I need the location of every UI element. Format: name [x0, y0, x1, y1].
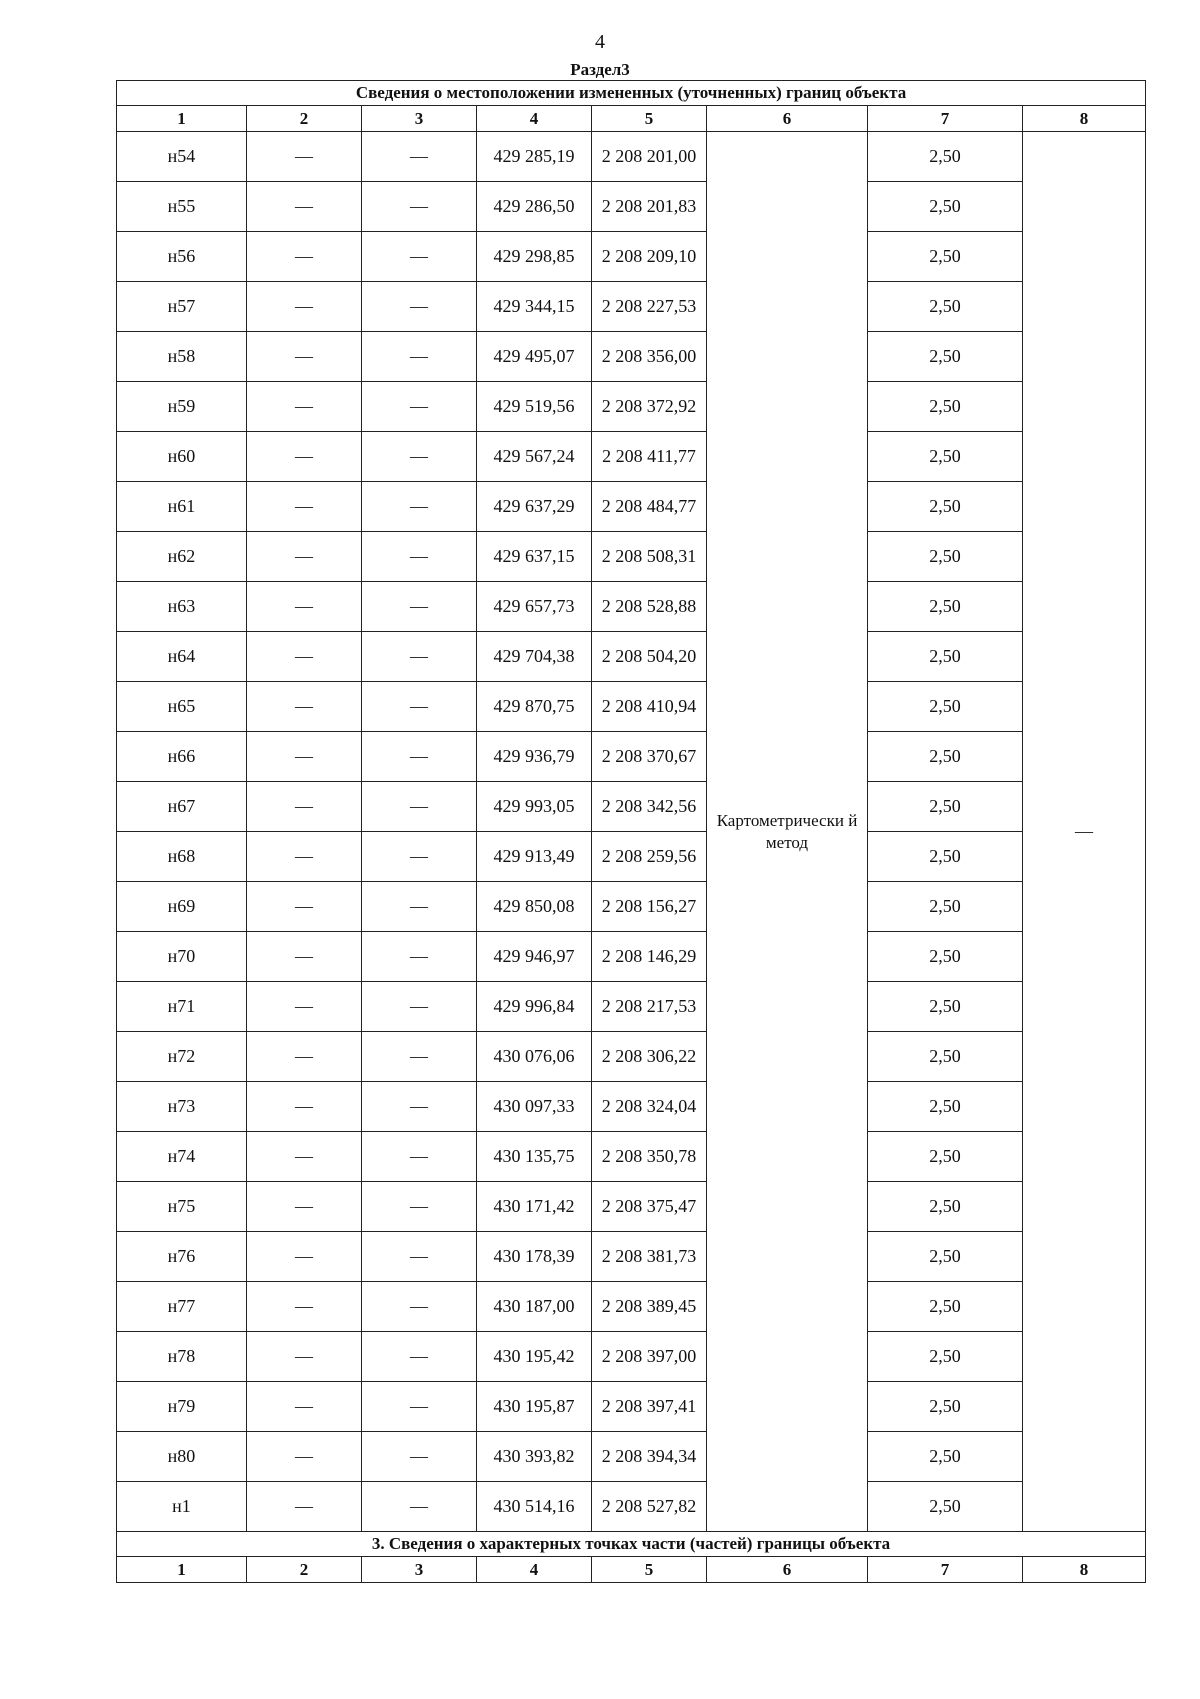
x-coordinate-cell: 430 178,39 [477, 1232, 592, 1282]
x-coordinate-cell: 430 514,16 [477, 1482, 592, 1532]
table-row [117, 1332, 1146, 1382]
point-name-cell: н76 [117, 1232, 247, 1282]
accuracy-cell: 2,50 [868, 982, 1023, 1032]
col2-dash-cell: — [247, 1032, 362, 1082]
x-coordinate-cell: 430 171,42 [477, 1182, 592, 1232]
point-name-cell: н71 [117, 982, 247, 1032]
col3-dash-cell: — [362, 232, 477, 282]
col3-dash-cell: — [362, 132, 477, 182]
table-row [117, 832, 1146, 882]
x-coordinate-cell: 429 285,19 [477, 132, 592, 182]
point-name-cell: н61 [117, 482, 247, 532]
accuracy-cell: 2,50 [868, 332, 1023, 382]
accuracy-cell: 2,50 [868, 732, 1023, 782]
point-name-cell: н69 [117, 882, 247, 932]
accuracy-cell: 2,50 [868, 1282, 1023, 1332]
table-row [117, 782, 1146, 832]
column-number: 2 [247, 106, 362, 132]
x-coordinate-cell: 429 637,15 [477, 532, 592, 582]
x-coordinate-cell: 430 393,82 [477, 1432, 592, 1482]
accuracy-cell: 2,50 [868, 632, 1023, 682]
x-coordinate-cell: 429 567,24 [477, 432, 592, 482]
y-coordinate-cell: 2 208 381,73 [592, 1232, 707, 1282]
y-coordinate-cell: 2 208 528,88 [592, 582, 707, 632]
col2-dash-cell: — [247, 582, 362, 632]
col2-dash-cell: — [247, 1132, 362, 1182]
accuracy-cell: 2,50 [868, 832, 1023, 882]
accuracy-cell: 2,50 [868, 1482, 1023, 1532]
column-number: 8 [1023, 106, 1146, 132]
col2-dash-cell: — [247, 432, 362, 482]
x-coordinate-cell: 429 344,15 [477, 282, 592, 332]
y-coordinate-cell: 2 208 397,41 [592, 1382, 707, 1432]
table-row [117, 132, 1146, 182]
col3-dash-cell: — [362, 1332, 477, 1382]
y-coordinate-cell: 2 208 370,67 [592, 732, 707, 782]
table-row [117, 1282, 1146, 1332]
table-row [117, 1132, 1146, 1182]
col3-dash-cell: — [362, 482, 477, 532]
col2-dash-cell: — [247, 1082, 362, 1132]
table-row [117, 1182, 1146, 1232]
column-number-row [117, 106, 1146, 132]
table-row [117, 1432, 1146, 1482]
col2-dash-cell: — [247, 782, 362, 832]
col3-dash-cell: — [362, 1032, 477, 1082]
col3-dash-cell: — [362, 332, 477, 382]
page-number: 4 [595, 31, 605, 53]
point-name-cell: н80 [117, 1432, 247, 1482]
x-coordinate-cell: 429 298,85 [477, 232, 592, 282]
footer-column-number-row [117, 1557, 1146, 1583]
accuracy-cell: 2,50 [868, 1432, 1023, 1482]
accuracy-cell: 2,50 [868, 782, 1023, 832]
col2-dash-cell: — [247, 682, 362, 732]
footer-column-number: 3 [362, 1557, 477, 1583]
x-coordinate-cell: 430 135,75 [477, 1132, 592, 1182]
x-coordinate-cell: 429 704,38 [477, 632, 592, 682]
col2-dash-cell: — [247, 832, 362, 882]
point-name-cell: н74 [117, 1132, 247, 1182]
accuracy-cell: 2,50 [868, 432, 1023, 482]
y-coordinate-cell: 2 208 508,31 [592, 532, 707, 582]
accuracy-cell: 2,50 [868, 682, 1023, 732]
point-name-cell: н59 [117, 382, 247, 432]
y-coordinate-cell: 2 208 394,34 [592, 1432, 707, 1482]
x-coordinate-cell: 429 870,75 [477, 682, 592, 732]
col3-dash-cell: — [362, 282, 477, 332]
footer-caption: 3. Сведения о характерных точках части (частей) границы объекта [117, 1532, 1146, 1557]
col2-dash-cell: — [247, 1282, 362, 1332]
col2-dash-cell: — [247, 282, 362, 332]
col3-dash-cell: — [362, 782, 477, 832]
accuracy-cell: 2,50 [868, 482, 1023, 532]
point-name-cell: н56 [117, 232, 247, 282]
col3-dash-cell: — [362, 632, 477, 682]
accuracy-cell: 2,50 [868, 1182, 1023, 1232]
point-name-cell: н62 [117, 532, 247, 582]
x-coordinate-cell: 429 495,07 [477, 332, 592, 382]
point-name-cell: н64 [117, 632, 247, 682]
accuracy-cell: 2,50 [868, 132, 1023, 182]
point-name-cell: н65 [117, 682, 247, 732]
col3-dash-cell: — [362, 432, 477, 482]
footer-column-number: 5 [592, 1557, 707, 1583]
col3-dash-cell: — [362, 382, 477, 432]
column-number: 5 [592, 106, 707, 132]
accuracy-cell: 2,50 [868, 182, 1023, 232]
col2-dash-cell: — [247, 882, 362, 932]
point-name-cell: н67 [117, 782, 247, 832]
y-coordinate-cell: 2 208 527,82 [592, 1482, 707, 1532]
table-row [117, 632, 1146, 682]
table-row [117, 282, 1146, 332]
table-row [117, 482, 1146, 532]
accuracy-cell: 2,50 [868, 382, 1023, 432]
col2-dash-cell: — [247, 632, 362, 682]
x-coordinate-cell: 429 286,50 [477, 182, 592, 232]
column-number: 4 [477, 106, 592, 132]
x-coordinate-cell: 429 946,97 [477, 932, 592, 982]
accuracy-cell: 2,50 [868, 1382, 1023, 1432]
y-coordinate-cell: 2 208 201,83 [592, 182, 707, 232]
point-name-cell: н79 [117, 1382, 247, 1432]
point-name-cell: н78 [117, 1332, 247, 1382]
accuracy-cell: 2,50 [868, 1032, 1023, 1082]
col3-dash-cell: — [362, 832, 477, 882]
table-row [117, 182, 1146, 232]
footer-column-number: 1 [117, 1557, 247, 1583]
col2-dash-cell: — [247, 732, 362, 782]
coordinates-table [116, 80, 1146, 1583]
table-row [117, 932, 1146, 982]
col2-dash-cell: — [247, 182, 362, 232]
point-name-cell: н63 [117, 582, 247, 632]
table-row [117, 332, 1146, 382]
column-number: 1 [117, 106, 247, 132]
col2-dash-cell: — [247, 1232, 362, 1282]
col3-dash-cell: — [362, 1282, 477, 1332]
col2-dash-cell: — [247, 232, 362, 282]
point-name-cell: н57 [117, 282, 247, 332]
accuracy-cell: 2,50 [868, 282, 1023, 332]
x-coordinate-cell: 429 993,05 [477, 782, 592, 832]
col2-dash-cell: — [247, 532, 362, 582]
x-coordinate-cell: 429 850,08 [477, 882, 592, 932]
accuracy-cell: 2,50 [868, 582, 1023, 632]
table-row [117, 1382, 1146, 1432]
footer-column-number: 2 [247, 1557, 362, 1583]
table-row [117, 1082, 1146, 1132]
y-coordinate-cell: 2 208 201,00 [592, 132, 707, 182]
table-row [117, 682, 1146, 732]
table-row [117, 1482, 1146, 1532]
col3-dash-cell: — [362, 1482, 477, 1532]
x-coordinate-cell: 429 519,56 [477, 382, 592, 432]
col2-dash-cell: — [247, 1182, 362, 1232]
x-coordinate-cell: 429 637,29 [477, 482, 592, 532]
col3-dash-cell: — [362, 532, 477, 582]
point-name-cell: н75 [117, 1182, 247, 1232]
footer-column-number: 6 [707, 1557, 868, 1583]
y-coordinate-cell: 2 208 156,27 [592, 882, 707, 932]
table-row [117, 1232, 1146, 1282]
column-number: 6 [707, 106, 868, 132]
x-coordinate-cell: 430 195,87 [477, 1382, 592, 1432]
y-coordinate-cell: 2 208 411,77 [592, 432, 707, 482]
col3-dash-cell: — [362, 932, 477, 982]
point-name-cell: н55 [117, 182, 247, 232]
col3-dash-cell: — [362, 732, 477, 782]
accuracy-cell: 2,50 [868, 932, 1023, 982]
table-row [117, 582, 1146, 632]
y-coordinate-cell: 2 208 306,22 [592, 1032, 707, 1082]
footer-column-number: 4 [477, 1557, 592, 1583]
y-coordinate-cell: 2 208 324,04 [592, 1082, 707, 1132]
point-name-cell: н54 [117, 132, 247, 182]
col3-dash-cell: — [362, 1432, 477, 1482]
y-coordinate-cell: 2 208 504,20 [592, 632, 707, 682]
col3-dash-cell: — [362, 1382, 477, 1432]
x-coordinate-cell: 430 097,33 [477, 1082, 592, 1132]
col3-dash-cell: — [362, 582, 477, 632]
table-row [117, 382, 1146, 432]
col3-dash-cell: — [362, 1082, 477, 1132]
table-row [117, 532, 1146, 582]
col2-dash-cell: — [247, 132, 362, 182]
col3-dash-cell: — [362, 682, 477, 732]
y-coordinate-cell: 2 208 372,92 [592, 382, 707, 432]
x-coordinate-cell: 429 936,79 [477, 732, 592, 782]
y-coordinate-cell: 2 208 209,10 [592, 232, 707, 282]
accuracy-cell: 2,50 [868, 532, 1023, 582]
method-cell: Картометрически й метод [707, 132, 868, 1532]
col3-dash-cell: — [362, 882, 477, 932]
y-coordinate-cell: 2 208 259,56 [592, 832, 707, 882]
col3-dash-cell: — [362, 1182, 477, 1232]
col2-dash-cell: — [247, 482, 362, 532]
point-name-cell: н66 [117, 732, 247, 782]
footer-caption-row [117, 1532, 1146, 1557]
col2-dash-cell: — [247, 1432, 362, 1482]
y-coordinate-cell: 2 208 484,77 [592, 482, 707, 532]
point-name-cell: н1 [117, 1482, 247, 1532]
col2-dash-cell: — [247, 1332, 362, 1382]
col3-dash-cell: — [362, 982, 477, 1032]
table-row [117, 1032, 1146, 1082]
x-coordinate-cell: 430 195,42 [477, 1332, 592, 1382]
y-coordinate-cell: 2 208 389,45 [592, 1282, 707, 1332]
point-name-cell: н77 [117, 1282, 247, 1332]
col3-dash-cell: — [362, 182, 477, 232]
col8-dash-cell: — [1023, 132, 1146, 1532]
col2-dash-cell: — [247, 932, 362, 982]
table-row [117, 232, 1146, 282]
col2-dash-cell: — [247, 1482, 362, 1532]
point-name-cell: н58 [117, 332, 247, 382]
point-name-cell: н68 [117, 832, 247, 882]
table-row [117, 882, 1146, 932]
col2-dash-cell: — [247, 982, 362, 1032]
table-row [117, 982, 1146, 1032]
y-coordinate-cell: 2 208 342,56 [592, 782, 707, 832]
table-caption-row [117, 81, 1146, 106]
x-coordinate-cell: 429 657,73 [477, 582, 592, 632]
col2-dash-cell: — [247, 382, 362, 432]
x-coordinate-cell: 429 913,49 [477, 832, 592, 882]
y-coordinate-cell: 2 208 397,00 [592, 1332, 707, 1382]
y-coordinate-cell: 2 208 217,53 [592, 982, 707, 1032]
accuracy-cell: 2,50 [868, 232, 1023, 282]
x-coordinate-cell: 430 076,06 [477, 1032, 592, 1082]
y-coordinate-cell: 2 208 227,53 [592, 282, 707, 332]
accuracy-cell: 2,50 [868, 1332, 1023, 1382]
col2-dash-cell: — [247, 332, 362, 382]
footer-column-number: 8 [1023, 1557, 1146, 1583]
col2-dash-cell: — [247, 1382, 362, 1432]
column-number: 7 [868, 106, 1023, 132]
section-title: Раздел3 [570, 60, 630, 79]
accuracy-cell: 2,50 [868, 1082, 1023, 1132]
point-name-cell: н72 [117, 1032, 247, 1082]
table-caption: Сведения о местоположении измененных (уточненных) границ объекта [117, 81, 1146, 106]
table-row [117, 732, 1146, 782]
y-coordinate-cell: 2 208 350,78 [592, 1132, 707, 1182]
accuracy-cell: 2,50 [868, 1132, 1023, 1182]
point-name-cell: н60 [117, 432, 247, 482]
col3-dash-cell: — [362, 1132, 477, 1182]
col3-dash-cell: — [362, 1232, 477, 1282]
point-name-cell: н70 [117, 932, 247, 982]
table-row [117, 432, 1146, 482]
accuracy-cell: 2,50 [868, 882, 1023, 932]
x-coordinate-cell: 429 996,84 [477, 982, 592, 1032]
y-coordinate-cell: 2 208 356,00 [592, 332, 707, 382]
point-name-cell: н73 [117, 1082, 247, 1132]
y-coordinate-cell: 2 208 375,47 [592, 1182, 707, 1232]
footer-column-number: 7 [868, 1557, 1023, 1583]
y-coordinate-cell: 2 208 410,94 [592, 682, 707, 732]
y-coordinate-cell: 2 208 146,29 [592, 932, 707, 982]
accuracy-cell: 2,50 [868, 1232, 1023, 1282]
x-coordinate-cell: 430 187,00 [477, 1282, 592, 1332]
column-number: 3 [362, 106, 477, 132]
